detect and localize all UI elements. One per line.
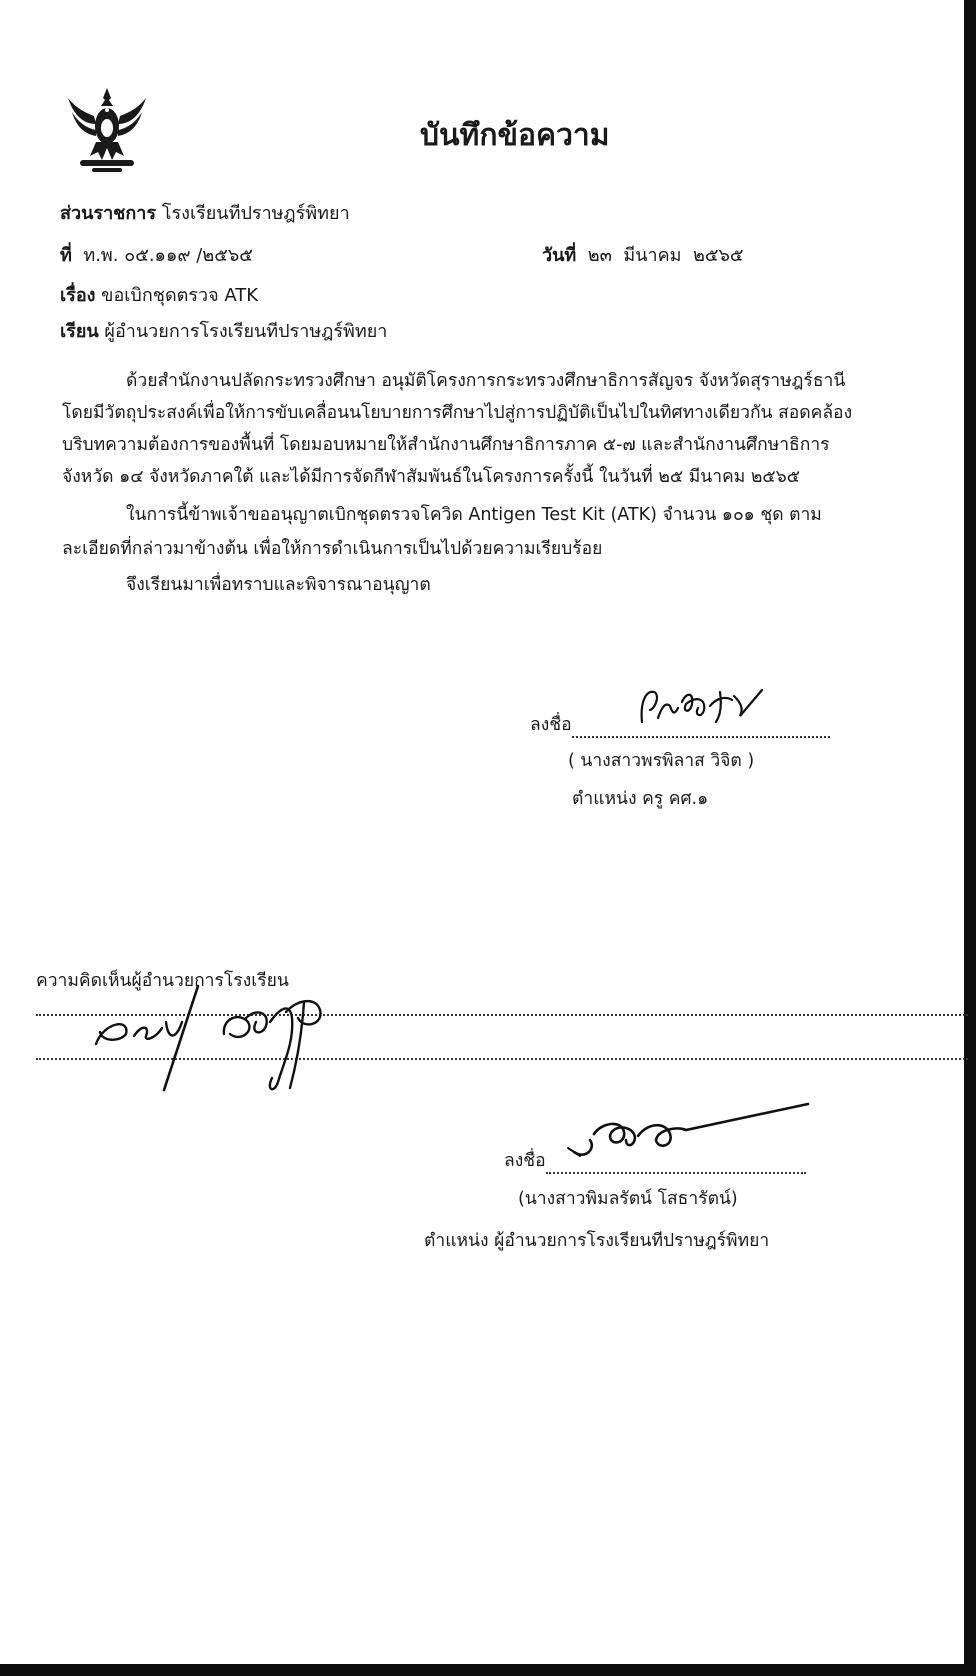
date-value: ๒๓ มีนาคม ๒๕๖๕ <box>587 245 744 266</box>
agency-value: โรงเรียนทีปราษฎร์พิทยา <box>161 203 350 224</box>
body-line-6: ละเอียดที่กล่าวมาข้างต้น เพื่อให้การดำเนินการเป็นไปด้วยความเรียบร้อย <box>62 539 603 559</box>
scan-edge-bottom <box>0 1664 976 1676</box>
director-opinion-label: ความคิดเห็นผู้อำนวยการโรงเรียน <box>36 971 289 991</box>
subject-label: เรื่อง <box>60 285 96 306</box>
body-line-4: จังหวัด ๑๔ จังหวัดภาคใต้ และได้มีการจัดกีฬาสัมพันธ์ในโครงการครั้งนี้ ในวันที่ ๒๕ มีนาคม ๒๕๖๕ <box>62 467 800 487</box>
date-label: วันที่ <box>542 245 577 266</box>
body-line-2: โดยมีวัตถุประสงค์เพื่อให้การขับเคลื่อนนโยบายการศึกษาไปสู่การปฏิบัติเป็นไปในทิศทางเดียวกัน สอดคล้อง <box>62 403 853 423</box>
garuda-emblem-icon <box>66 86 148 174</box>
requester-position: ตำแหน่ง ครู คศ.๑ <box>572 789 709 809</box>
recipient-value: ผู้อำนวยการโรงเรียนทีปราษฎร์พิทยา <box>104 321 388 342</box>
requester-name: ( นางสาวพรพิลาส วิจิต ) <box>568 751 755 771</box>
body-line-1: ด้วยสำนักงานปลัดกระทรวงศึกษา อนุมัติโครงการกระทรวงศึกษาธิการสัญจร จังหวัดสุราษฎร์ธานี <box>126 371 846 391</box>
body-line-3: บริบทความต้องการของพื้นที่ โดยมอบหมายให้สำนักงานศึกษาธิการภาค ๕-๗ และสำนักงานศึกษาธิการ <box>62 435 830 455</box>
approver-sign-dots <box>546 1172 806 1174</box>
subject-value: ขอเบิกชุดตรวจ ATK <box>101 285 259 306</box>
date-line <box>542 240 744 269</box>
recipient-label: เรียน <box>60 321 99 342</box>
reference-label: ที่ <box>60 245 72 266</box>
page-title: บันทึกข้อความ <box>420 118 610 153</box>
requester-sign-dots <box>572 736 830 738</box>
requester-sign-label: ลงชื่อ <box>530 715 572 735</box>
scan-edge-right <box>964 0 976 1676</box>
recipient-line <box>60 316 387 345</box>
approver-sign-label: ลงชื่อ <box>504 1151 546 1171</box>
agency-line <box>60 198 350 227</box>
approver-name: (นางสาวพิมลรัตน์ โสธารัตน์) <box>518 1189 738 1209</box>
requester-signature <box>636 682 766 732</box>
subject-line <box>60 280 258 309</box>
body-line-5: ในการนี้ข้าพเจ้าขออนุญาตเบิกชุดตรวจโควิด Antigen Test Kit (ATK) จำนวน ๑๐๑ ชุด ตาม <box>126 505 822 525</box>
agency-label: ส่วนราชการ <box>60 203 157 224</box>
approver-signature <box>566 1100 816 1170</box>
director-opinion-handwriting <box>90 982 360 1102</box>
approver-position: ตำแหน่ง ผู้อำนวยการโรงเรียนทีปราษฎร์พิทยา <box>424 1231 770 1251</box>
body-line-7: จึงเรียนมาเพื่อทราบและพิจารณาอนุญาต <box>126 575 431 595</box>
reference-line <box>60 240 253 269</box>
reference-value: ท.พ. ๐๕.๑๑๙ /๒๕๖๕ <box>83 245 253 266</box>
